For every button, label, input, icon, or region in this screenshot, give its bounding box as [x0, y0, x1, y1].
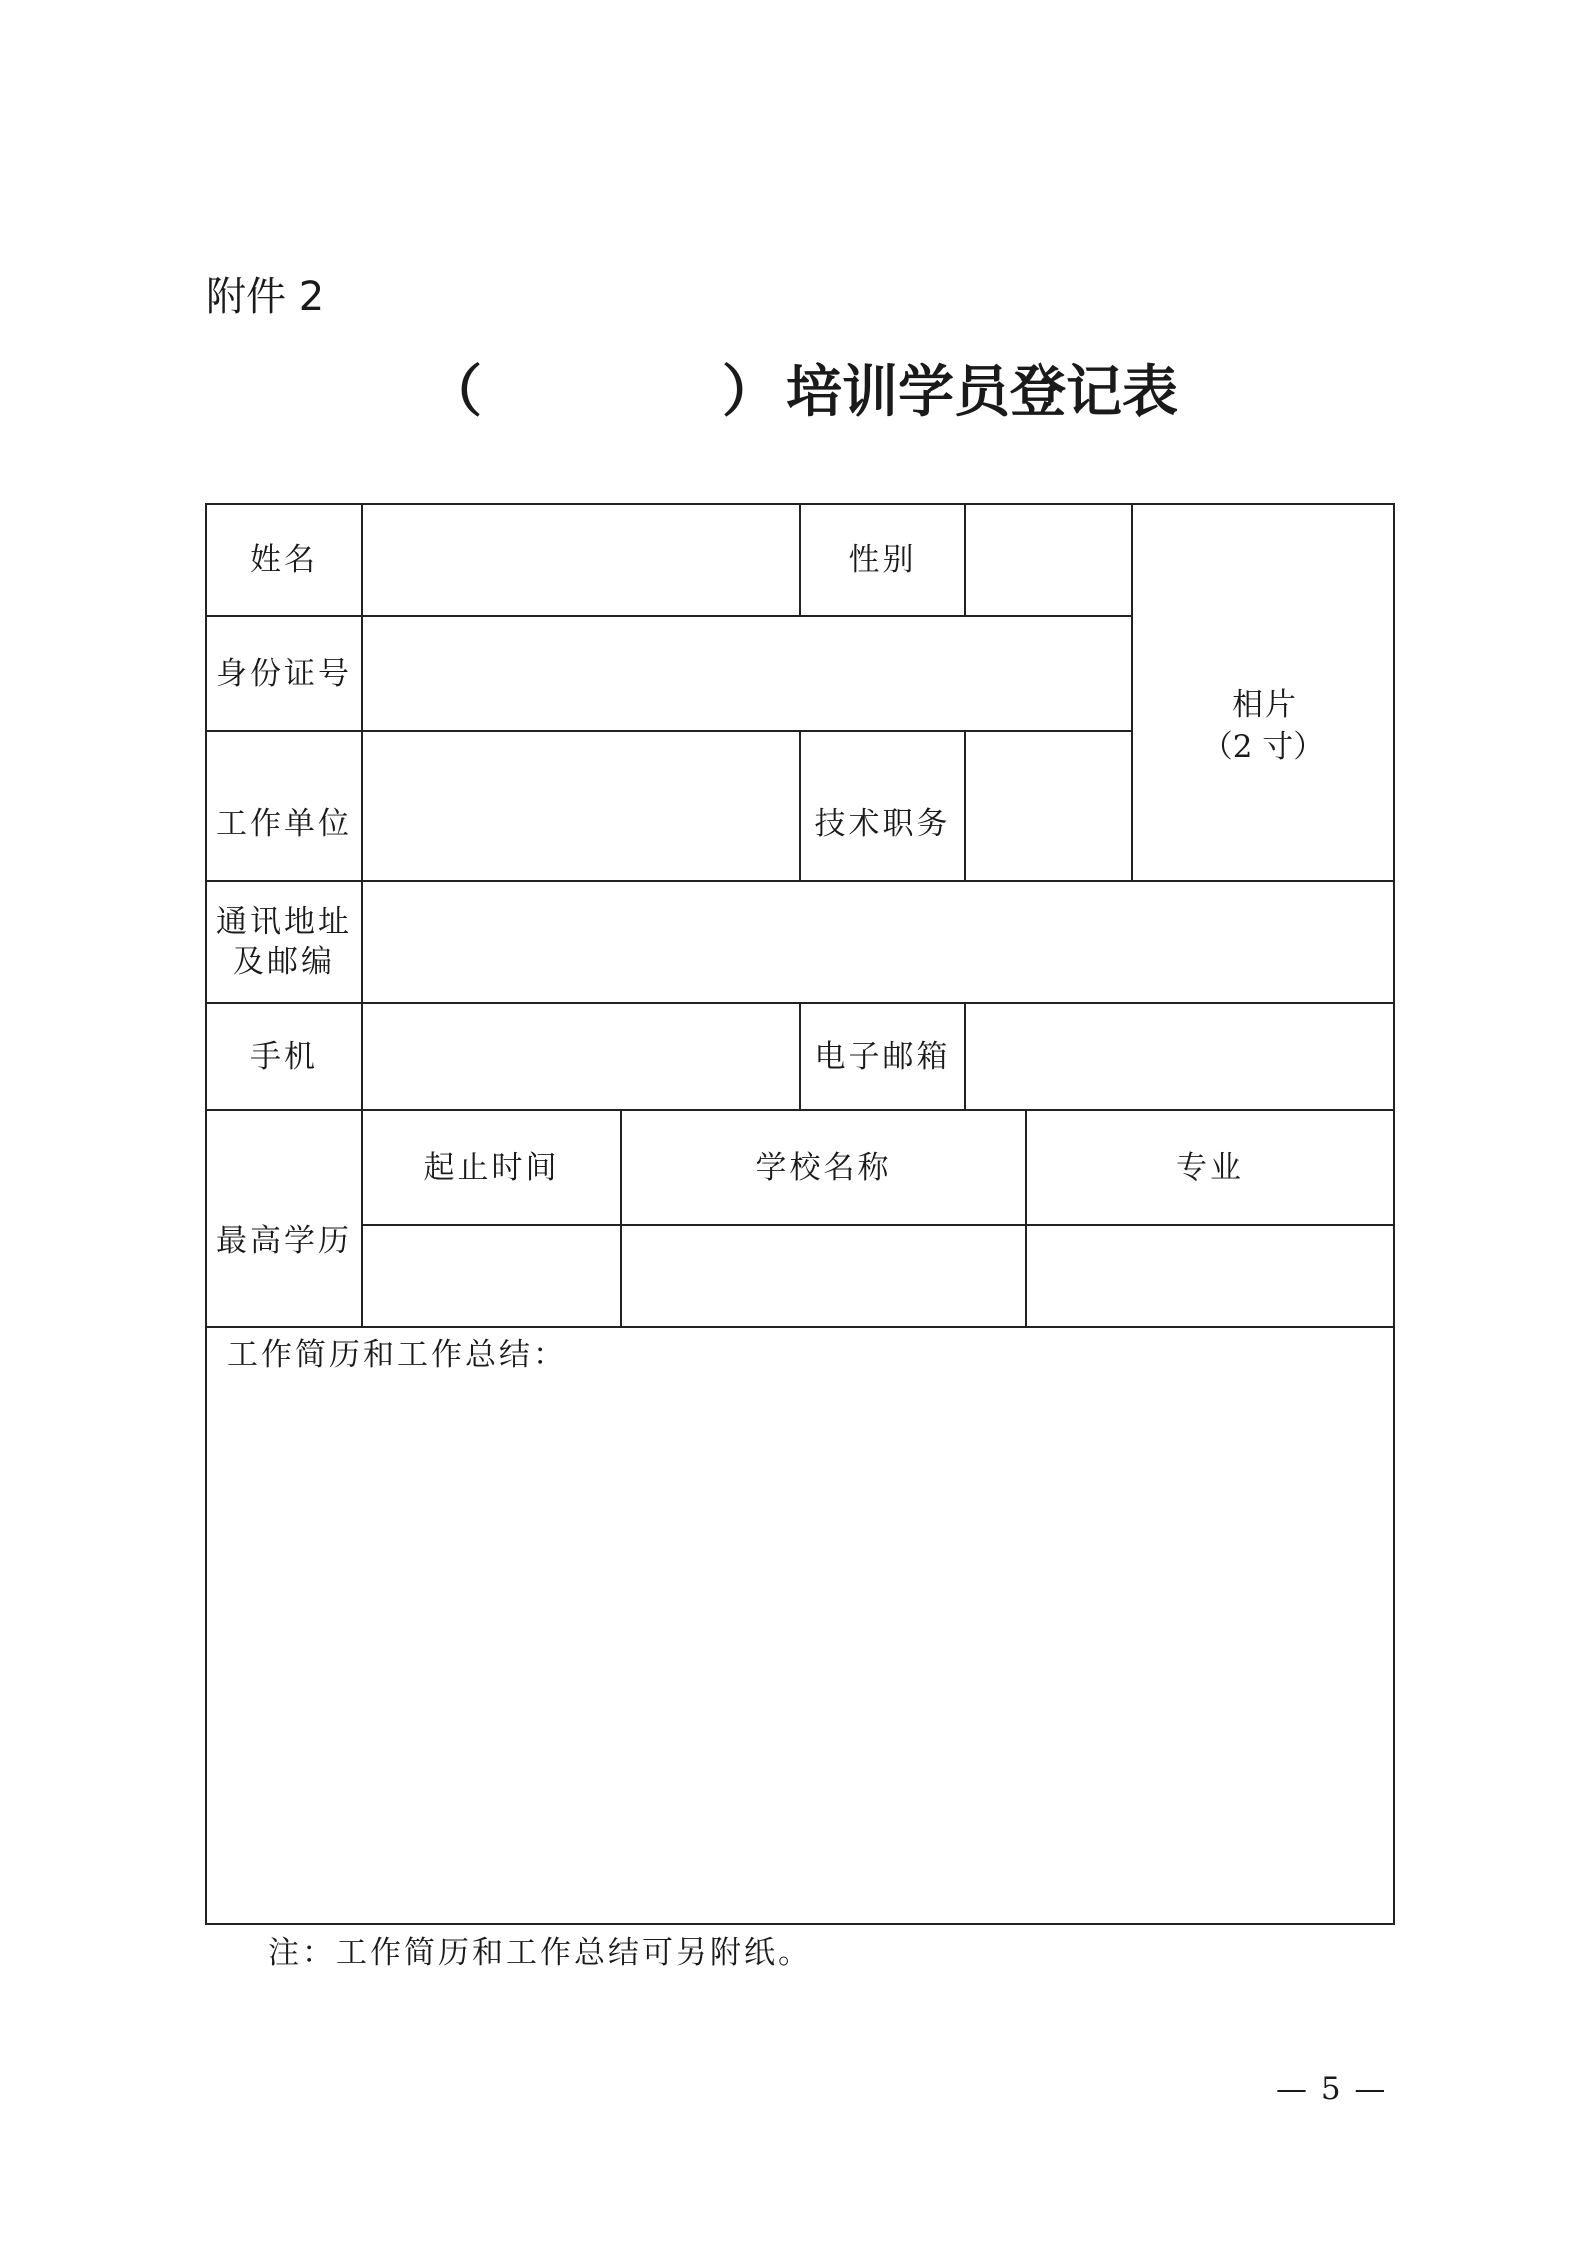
page-number: — 5 —: [1276, 2071, 1388, 2107]
name-field[interactable]: [363, 505, 799, 615]
row-divider: [207, 1326, 1393, 1328]
education-col-period: 起止时间: [423, 1149, 560, 1186]
form-title: [0, 358, 1587, 428]
title-paren-open: （: [426, 360, 482, 425]
education-school-field[interactable]: [622, 1226, 1025, 1326]
name-label: 姓名: [250, 542, 318, 578]
photo-size-label: （2 寸）: [1201, 729, 1325, 765]
address-label: [207, 882, 361, 1002]
education-label: 最高学历: [216, 1223, 352, 1259]
email-label: 电子邮箱: [814, 1038, 951, 1075]
address-label-line1: 通讯地址: [216, 904, 352, 940]
education-col-school: 学校名称: [755, 1149, 892, 1186]
address-label-line2: 及邮编: [233, 944, 335, 980]
work-unit-label: 工作单位: [216, 806, 352, 842]
address-field[interactable]: [363, 882, 1393, 1002]
work-summary-label: 工作简历和工作总结：: [227, 1337, 567, 1373]
title-paren-close: ）: [722, 360, 778, 425]
footnote: 注：工作简历和工作总结可另附纸。: [268, 1935, 812, 1971]
education-major-field[interactable]: [1027, 1226, 1393, 1326]
photo-label: 相片: [1232, 687, 1298, 723]
id-number-label: 身份证号: [216, 655, 352, 692]
education-period-field[interactable]: [363, 1226, 620, 1326]
gender-label: 性别: [848, 542, 917, 578]
mobile-field[interactable]: [363, 1004, 799, 1109]
job-title-field[interactable]: [966, 732, 1131, 880]
mobile-label: 手机: [250, 1038, 318, 1075]
registration-form-table: [205, 503, 1395, 1925]
work-summary-field[interactable]: [207, 1380, 1393, 1923]
work-unit-field[interactable]: [363, 732, 799, 880]
job-title-label: 技术职务: [814, 806, 951, 842]
attachment-label: 附件 2: [206, 274, 325, 320]
email-field[interactable]: [966, 1004, 1393, 1109]
education-col-major: 专业: [1176, 1149, 1244, 1186]
title-text: 培训学员登记表: [786, 360, 1178, 425]
gender-field[interactable]: [966, 505, 1131, 615]
id-number-field[interactable]: [363, 617, 1131, 730]
